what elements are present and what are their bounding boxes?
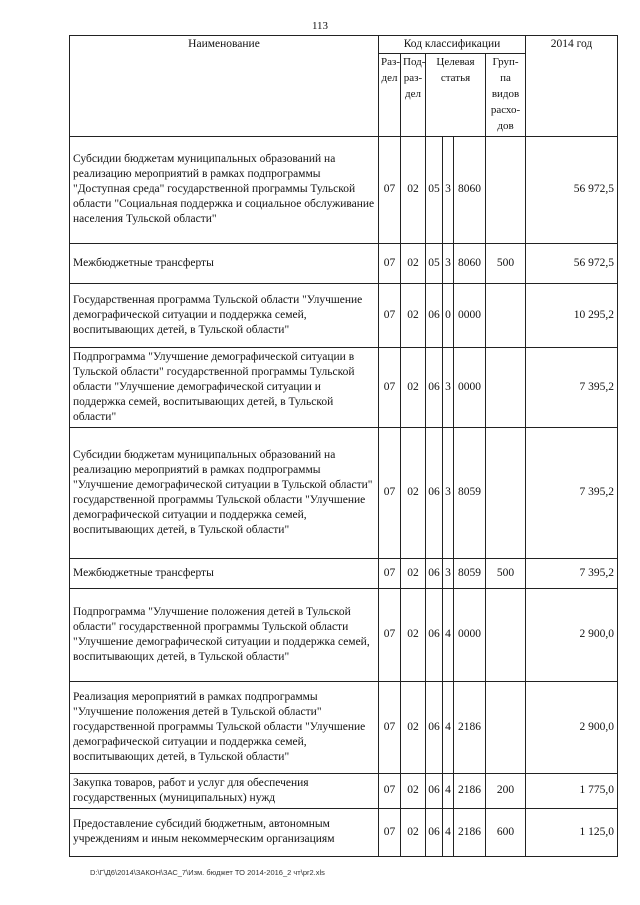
cell-name: Реализация мероприятий в рамках подпрограммы "Улучшение положения детей в Тульской области" государственной программы Тульской области "Улучшение демографической ситуации и поддержка семей, воспитывающих детей, в Тульской области" <box>70 681 379 773</box>
cell-target-subprogram: 3 <box>443 558 454 588</box>
cell-target-direction: 8060 <box>454 136 486 243</box>
cell-expense-group: 500 <box>486 558 526 588</box>
cell-section: 07 <box>379 243 401 283</box>
cell-target-direction: 0000 <box>454 347 486 427</box>
cell-name: Предоставление субсидий бюджетным, автономным учреждениям и иным некоммерческим организациям <box>70 808 379 856</box>
cell-target-direction: 2186 <box>454 808 486 856</box>
cell-amount: 2 900,0 <box>526 588 618 681</box>
table-row <box>70 283 618 347</box>
cell-name: Закупка товаров, работ и услуг для обеспечения государственных (муниципальных) нужд <box>70 773 379 808</box>
table-row <box>70 681 618 773</box>
table-row <box>70 136 618 243</box>
cell-subsection: 02 <box>401 558 426 588</box>
col-header-year: 2014 год <box>526 36 618 137</box>
col-header-name: Наименование <box>70 36 379 137</box>
table-row <box>70 347 618 427</box>
cell-section: 07 <box>379 136 401 243</box>
cell-amount: 7 395,2 <box>526 558 618 588</box>
cell-amount: 2 900,0 <box>526 681 618 773</box>
cell-target-program: 06 <box>426 558 443 588</box>
cell-name: Субсидии бюджетам муниципальных образований на реализацию мероприятий в рамках подпрограммы "Улучшение демографической ситуации в Тульской области" государственной программы Тульской области "Улучшение демографической ситуации и поддержка семей, воспитывающих детей, в Тульской области" <box>70 427 379 558</box>
cell-target-subprogram: 4 <box>443 773 454 808</box>
cell-expense-group <box>486 681 526 773</box>
cell-target-subprogram: 4 <box>443 588 454 681</box>
cell-target-subprogram: 0 <box>443 283 454 347</box>
cell-section: 07 <box>379 558 401 588</box>
table-row <box>70 558 618 588</box>
cell-subsection: 02 <box>401 681 426 773</box>
budget-table <box>69 35 618 857</box>
header-row <box>70 36 618 54</box>
cell-target-direction: 2186 <box>454 773 486 808</box>
cell-section: 07 <box>379 588 401 681</box>
cell-target-program: 06 <box>426 588 443 681</box>
cell-subsection: 02 <box>401 773 426 808</box>
col-header-classification: Код классификации <box>379 36 526 54</box>
cell-amount: 56 972,5 <box>526 136 618 243</box>
cell-subsection: 02 <box>401 136 426 243</box>
cell-section: 07 <box>379 283 401 347</box>
cell-expense-group <box>486 588 526 681</box>
cell-target-program: 06 <box>426 283 443 347</box>
cell-target-program: 06 <box>426 681 443 773</box>
cell-expense-group: 500 <box>486 243 526 283</box>
cell-section: 07 <box>379 681 401 773</box>
cell-target-subprogram: 3 <box>443 427 454 558</box>
cell-target-subprogram: 3 <box>443 136 454 243</box>
cell-subsection: 02 <box>401 243 426 283</box>
cell-target-direction: 8059 <box>454 427 486 558</box>
cell-subsection: 02 <box>401 283 426 347</box>
cell-target-subprogram: 4 <box>443 808 454 856</box>
cell-target-program: 06 <box>426 773 443 808</box>
cell-name: Государственная программа Тульской области "Улучшение демографической ситуации и поддержка семей, воспитывающих детей, в Тульской области" <box>70 283 379 347</box>
cell-target-program: 06 <box>426 808 443 856</box>
cell-amount: 1 775,0 <box>526 773 618 808</box>
col-header-target-item: Целевая статья <box>426 53 486 136</box>
cell-target-program: 05 <box>426 136 443 243</box>
cell-expense-group <box>486 283 526 347</box>
cell-name: Межбюджетные трансферты <box>70 243 379 283</box>
cell-section: 07 <box>379 808 401 856</box>
col-header-expense-group: Груп- па видов расхо- дов <box>486 53 526 136</box>
cell-target-program: 05 <box>426 243 443 283</box>
cell-subsection: 02 <box>401 588 426 681</box>
cell-target-direction: 2186 <box>454 681 486 773</box>
cell-target-program: 06 <box>426 347 443 427</box>
cell-subsection: 02 <box>401 808 426 856</box>
page-number: 113 <box>311 20 329 32</box>
col-header-subsection: Под- раз- дел <box>401 53 426 136</box>
cell-subsection: 02 <box>401 427 426 558</box>
table-row <box>70 773 618 808</box>
cell-amount: 10 295,2 <box>526 283 618 347</box>
cell-section: 07 <box>379 347 401 427</box>
cell-expense-group <box>486 347 526 427</box>
cell-target-direction: 0000 <box>454 588 486 681</box>
cell-expense-group: 600 <box>486 808 526 856</box>
cell-expense-group <box>486 136 526 243</box>
cell-amount: 7 395,2 <box>526 347 618 427</box>
cell-section: 07 <box>379 773 401 808</box>
col-header-section: Раз- дел <box>379 53 401 136</box>
cell-name: Субсидии бюджетам муниципальных образований на реализацию мероприятий в рамках подпрограммы "Доступная среда" государственной программы Тульской области "Социальная поддержка и социальное обслуживание населения Тульской области" <box>70 136 379 243</box>
table-row <box>70 588 618 681</box>
cell-target-subprogram: 3 <box>443 243 454 283</box>
table-row <box>70 243 618 283</box>
cell-target-direction: 0000 <box>454 283 486 347</box>
table-row <box>70 427 618 558</box>
file-path-footer: D:\Г\Д6\2014\ЗАКОН\ЗАС_7\Изм. бюджет ТО 2014-2016_2 чт\pr2.xls <box>90 868 325 877</box>
cell-subsection: 02 <box>401 347 426 427</box>
cell-amount: 7 395,2 <box>526 427 618 558</box>
cell-amount: 56 972,5 <box>526 243 618 283</box>
table-row <box>70 808 618 856</box>
cell-expense-group <box>486 427 526 558</box>
cell-target-subprogram: 3 <box>443 347 454 427</box>
cell-amount: 1 125,0 <box>526 808 618 856</box>
cell-expense-group: 200 <box>486 773 526 808</box>
cell-target-direction: 8059 <box>454 558 486 588</box>
cell-section: 07 <box>379 427 401 558</box>
cell-name: Подпрограмма "Улучшение демографической ситуации в Тульской области" государственной программы Тульской области "Улучшение демографической ситуации и поддержка семей, воспитывающих детей, в Тульской области" <box>70 347 379 427</box>
cell-name: Подпрограмма "Улучшение положения детей в Тульской области" государственной программы Тульской области "Улучшение демографической ситуации и поддержка семей, воспитывающих детей, в Тульской области" <box>70 588 379 681</box>
cell-target-program: 06 <box>426 427 443 558</box>
cell-target-direction: 8060 <box>454 243 486 283</box>
cell-name: Межбюджетные трансферты <box>70 558 379 588</box>
cell-target-subprogram: 4 <box>443 681 454 773</box>
